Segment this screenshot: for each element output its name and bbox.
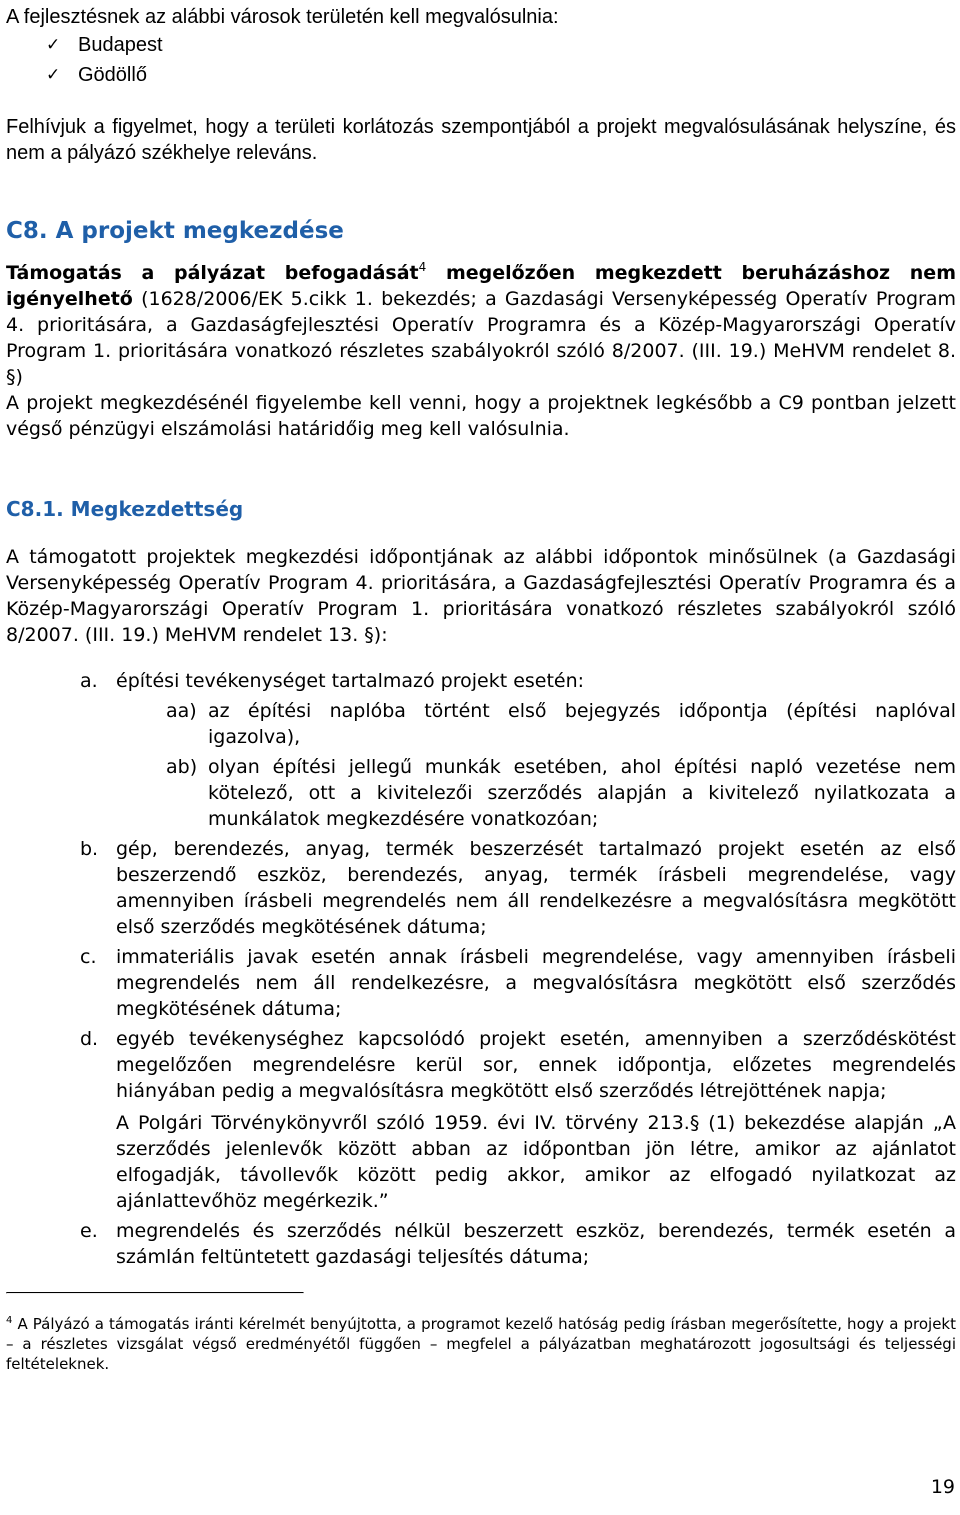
city-name: Budapest	[78, 34, 163, 56]
item-marker: b.	[80, 838, 99, 860]
item-text: megrendelés és szerződés nélkül beszerzett eszköz, berendezés, termék esetén a számlán feltüntetett gazdasági teljesítés dátuma;	[116, 1220, 956, 1268]
page-number: 19	[930, 1476, 955, 1498]
section-heading-c81: C8.1. Megkezdettség	[6, 497, 244, 521]
item-text: gép, berendezés, anyag, termék beszerzését tartalmazó projekt esetén az első beszerzendő eszköz, berendezés, anyag, termék írásbeli megrendelése, vagy amennyiben írásbeli megrendelés nem áll rendelkezésre a megvalósításra megkötött első szerződés megkötésének dátuma;	[116, 838, 956, 938]
c8-paragraph: A projekt megkezdésénél figyelembe kell venni, hogy a projektnek legkésőbb a C9 pontban jelzett végső pénzügyi elszámolási határidőig meg kell valósulnia.	[6, 392, 956, 440]
item-marker: e.	[80, 1220, 98, 1242]
list-item-c	[6, 944, 956, 1022]
item-marker: d.	[80, 1028, 99, 1050]
item-text: egyéb tevékenységhez kapcsolódó projekt esetén, amennyiben a szerződéskötést megelőzően megrendelésre kerül sor, ennek időpontja, előzetes megrendelés hiányában pedig a megvalósításra megkötött első szerződés létrejöttének napja;	[116, 1028, 956, 1102]
checkmark-icon: ✓	[46, 35, 61, 55]
item-text: építési tevékenységet tartalmazó projekt esetén:	[116, 670, 585, 692]
checkmark-icon: ✓	[46, 65, 61, 85]
list-item-e	[6, 1218, 956, 1270]
list-item-d	[6, 1026, 956, 1104]
footnote-number: 4	[6, 1315, 13, 1326]
item-marker: a.	[80, 670, 98, 692]
footnote-divider	[6, 1292, 304, 1294]
section-heading-c8: C8. A projekt megkezdése	[6, 218, 344, 244]
notice-paragraph: Felhívjuk a figyelmet, hogy a területi korlátozás szempontjából a projekt megvalósulásának helyszíne, és nem a pályázó székhelye releváns.	[6, 116, 956, 164]
item-marker: aa)	[166, 700, 197, 722]
list-item-a	[6, 668, 956, 694]
footnote-text: A Pályázó a támogatás iránti kérelmét benyújtotta, a programot kezelő hatóság pedig írásban megerősítette, hogy a projekt – a részletes vizsgálat végső eredményétől függően – megfelel a pályázatban meghatározott jogosultsági és teljességi feltételeknek.	[6, 1315, 956, 1373]
list-item-b	[6, 836, 956, 940]
civil-code-quote: A Polgári Törvénykönyvről szóló 1959. évi IV. törvény 213.§ (1) bekezdése alapján „A szerződés jelenlevők között abban az időpontban jön létre, amikor az ajánlatot elfogadják, távollevők között pedig akkor, amikor az elfogadó nyilatkozat az ajánlattevőhöz megérkezik.”	[116, 1112, 956, 1212]
list-item-aa	[166, 698, 956, 750]
footnote-ref[interactable]: 4	[418, 260, 427, 274]
item-text: immateriális javak esetén annak írásbeli megrendelése, vagy amennyiben írásbeli megrendelés nem áll rendelkezésre, a megvalósításra megkötött első szerződés megkötésének dátuma;	[116, 946, 956, 1020]
intro-text: A fejlesztésnek az alábbi városok területén kell megvalósulnia:	[6, 6, 559, 28]
city-list	[6, 30, 956, 90]
item-marker: c.	[80, 946, 97, 968]
c8-rule-paragraph	[6, 260, 956, 390]
footnote	[6, 1314, 956, 1374]
c8-bold-lead-2: megelőzően megkezdett beruházáshoz nem igényelhető	[6, 262, 956, 310]
item-text: olyan építési jellegű munkák esetében, ahol építési napló vezetése nem kötelező, ott a kivitelezői szerződés alapján a kivitelező nyilatkozata a munkálatok megkezdésére vonatkozóan;	[208, 756, 956, 830]
list-item	[6, 30, 956, 60]
footnote-area	[6, 1292, 956, 1374]
list-item-d-note	[6, 1110, 956, 1214]
city-name: Gödöllő	[78, 64, 147, 86]
item-text: az építési naplóba történt első bejegyzés időpontja (építési naplóval igazolva),	[208, 700, 956, 748]
document-page	[6, 4, 956, 1374]
item-marker: ab)	[166, 756, 198, 778]
list-item	[6, 60, 956, 90]
c8-legal-reference: (1628/2006/EK 5.cikk 1. bekezdés; a Gazdasági Versenyképesség Operatív Program 4. prioritására, a Gazdaságfejlesztési Operatív Programra és a Közép-Magyarországi Operatív Program 1. prioritására vonatkozó részletes szabályokról szóló 8/2007. (III. 19.) MeHVM rendelet 8. §)	[6, 288, 956, 388]
c81-intro: A támogatott projektek megkezdési időpontjának az alábbi időpontok minősülnek (a Gazdasági Versenyképesség Operatív Program 4. prioritására, a Gazdaságfejlesztési Operatív Programra és a Közép-Magyarországi Operatív Program 1. prioritására vonatkozó részletes szabályokról szóló 8/2007. (III. 19.) MeHVM rendelet 13. §):	[6, 546, 956, 646]
c8-bold-lead: Támogatás a pályázat befogadását	[6, 262, 419, 284]
criteria-list	[6, 668, 956, 1270]
list-item-ab	[166, 754, 956, 832]
